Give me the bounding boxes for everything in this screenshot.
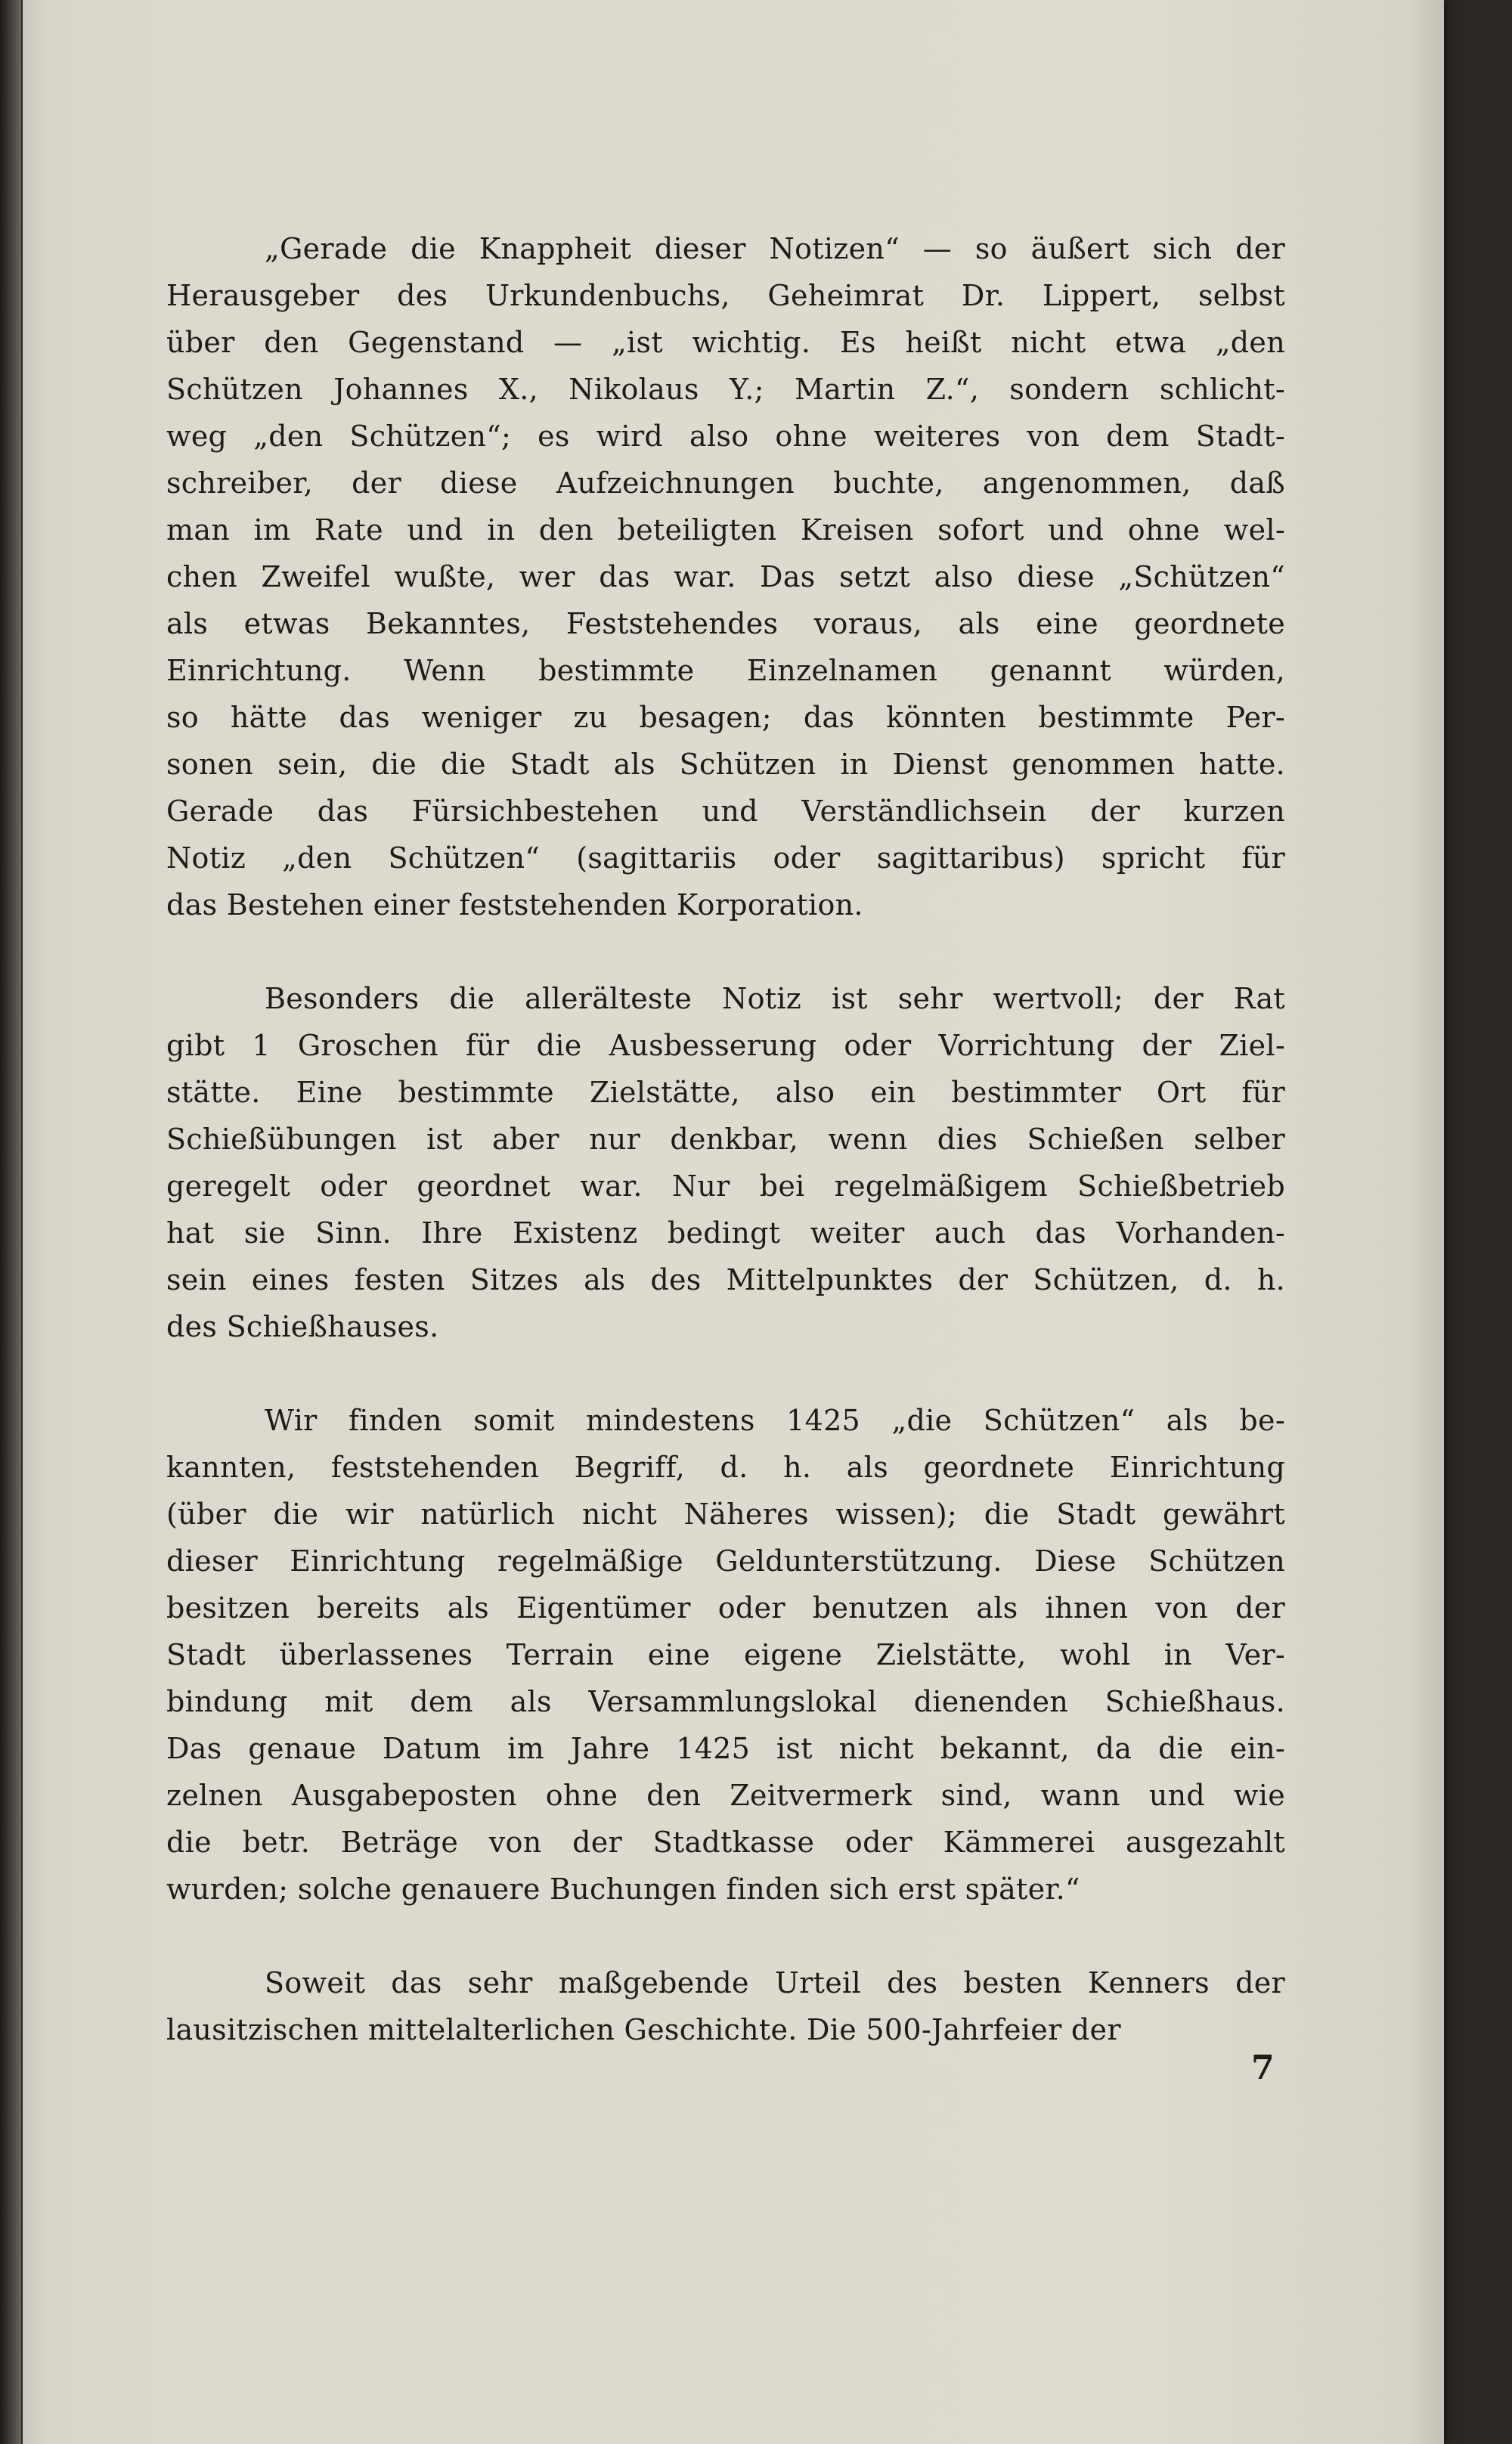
text-line: über den Gegenstand — „ist wichtig. Es heißt nicht etwa „den <box>166 326 1285 359</box>
book-page <box>23 0 1444 2444</box>
text-line: Schießübungen ist aber nur denkbar, wenn dies Schießen selber <box>166 1123 1285 1156</box>
text-line: man im Rate und in den beteiligten Kreisen sofort und ohne wel- <box>166 513 1285 547</box>
text-line: Schützen Johannes X., Nikolaus Y.; Martin Z.“, sondern schlicht- <box>166 373 1285 406</box>
text-line: dieser Einrichtung regelmäßige Geldunterstützung. Diese Schützen <box>166 1544 1285 1578</box>
text-line: sonen sein, die die Stadt als Schützen in Dienst genommen hatte. <box>166 748 1285 781</box>
text-line: Einrichtung. Wenn bestimmte Einzelnamen genannt würden, <box>166 654 1285 687</box>
text-line: die betr. Beträge von der Stadtkasse oder Kämmerei ausgezahlt <box>166 1826 1285 1859</box>
text-line: das Bestehen einer feststehenden Korporation. <box>166 888 863 922</box>
text-line: weg „den Schützen“; es wird also ohne weiteres von dem Stadt- <box>166 420 1285 453</box>
text-line: Stadt überlassenes Terrain eine eigene Zielstätte, wohl in Ver- <box>166 1638 1285 1671</box>
text-line: Wir finden somit mindestens 1425 „die Schützen“ als be- <box>265 1404 1285 1437</box>
page-body-text <box>166 225 1285 2053</box>
paragraph <box>166 975 1285 1350</box>
page-number: 7 <box>1251 2049 1275 2087</box>
text-line: geregelt oder geordnet war. Nur bei regelmäßigem Schießbetrieb <box>166 1169 1285 1203</box>
text-line: bindung mit dem als Versammlungslokal dienenden Schießhaus. <box>166 1685 1285 1718</box>
paragraph <box>166 1397 1285 1913</box>
text-line: schreiber, der diese Aufzeichnungen buchte, angenommen, daß <box>166 466 1285 500</box>
text-line: „Gerade die Knappheit dieser Notizen“ — so äußert sich der <box>265 232 1285 265</box>
text-line: Soweit das sehr maßgebende Urteil des besten Kenners der <box>265 1966 1285 1999</box>
text-line: kannten, feststehenden Begriff, d. h. als geordnete Einrichtung <box>166 1451 1285 1484</box>
text-line: sein eines festen Sitzes als des Mittelpunktes der Schützen, d. h. <box>166 1263 1285 1296</box>
text-line: gibt 1 Groschen für die Ausbesserung oder Vorrichtung der Ziel- <box>166 1029 1285 1062</box>
text-line: Besonders die allerälteste Notiz ist sehr wertvoll; der Rat <box>265 982 1285 1015</box>
text-line: so hätte das weniger zu besagen; das könnten bestimmte Per- <box>166 701 1285 734</box>
text-line: Das genaue Datum im Jahre 1425 ist nicht bekannt, da die ein- <box>166 1732 1285 1765</box>
book-binding-edge <box>0 0 21 2444</box>
text-line: Herausgeber des Urkundenbuchs, Geheimrat Dr. Lippert, selbst <box>166 279 1285 312</box>
text-line: Gerade das Fürsichbestehen und Verständlichsein der kurzen <box>166 795 1285 828</box>
text-line: zelnen Ausgabeposten ohne den Zeitvermerk sind, wann und wie <box>166 1779 1285 1812</box>
text-line: (über die wir natürlich nicht Näheres wissen); die Stadt gewährt <box>166 1498 1285 1531</box>
paragraph <box>166 1959 1285 2053</box>
text-line: als etwas Bekanntes, Feststehendes voraus, als eine geordnete <box>166 607 1285 640</box>
paragraph <box>166 225 1285 928</box>
text-line: lausitzischen mittelalterlichen Geschichte. Die 500-Jahrfeier der <box>166 2013 1121 2046</box>
text-line: chen Zweifel wußte, wer das war. Das setzt also diese „Schützen“ <box>166 560 1285 593</box>
text-line: des Schießhauses. <box>166 1310 439 1343</box>
text-line: wurden; solche genauere Buchungen finden sich erst später.“ <box>166 1872 1080 1906</box>
text-line: hat sie Sinn. Ihre Existenz bedingt weiter auch das Vorhanden- <box>166 1216 1285 1250</box>
text-line: Notiz „den Schützen“ (sagittariis oder sagittaribus) spricht für <box>166 841 1285 875</box>
text-line: stätte. Eine bestimmte Zielstätte, also ein bestimmter Ort für <box>166 1076 1285 1109</box>
text-line: besitzen bereits als Eigentümer oder benutzen als ihnen von der <box>166 1591 1285 1625</box>
